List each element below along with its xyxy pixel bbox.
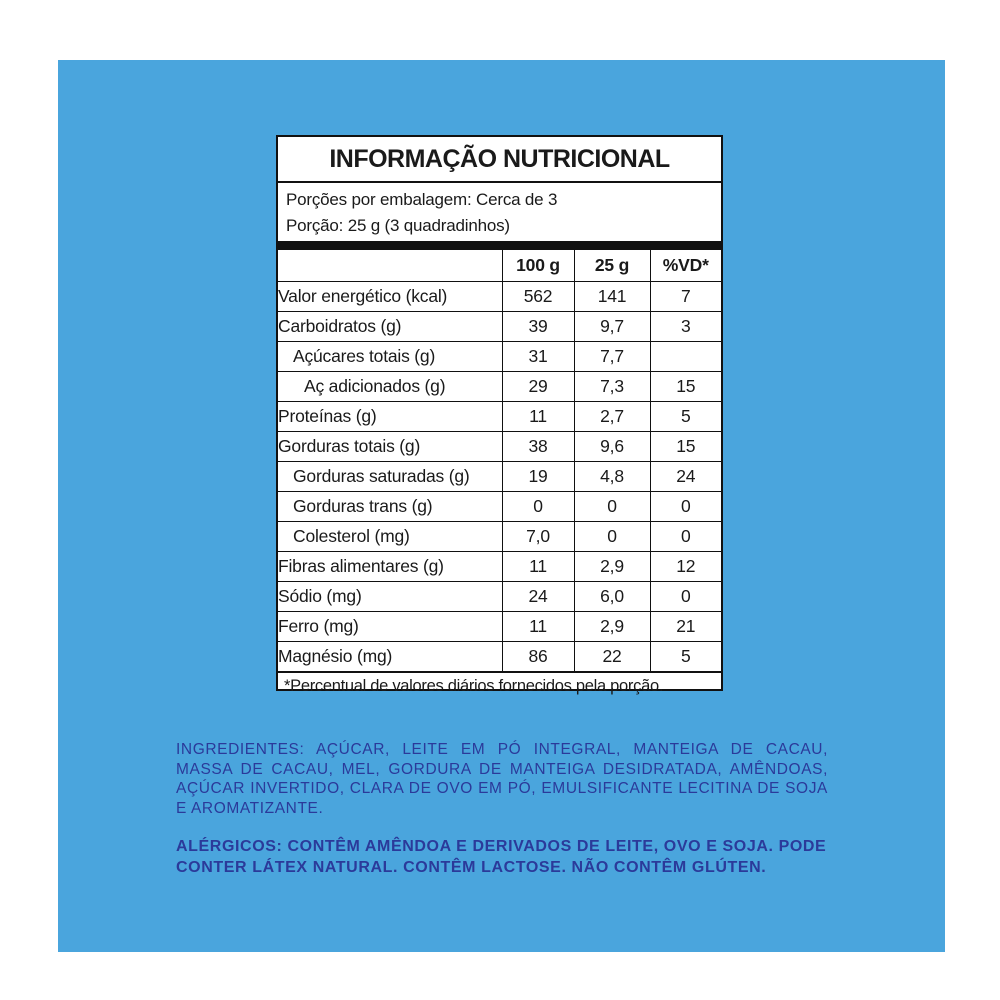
value-daily: 3 bbox=[650, 312, 721, 342]
nutrient-name: Proteínas (g) bbox=[278, 402, 502, 432]
value-per-serving: 22 bbox=[574, 642, 650, 672]
value-per-100g: 19 bbox=[502, 462, 574, 492]
value-daily: 0 bbox=[650, 522, 721, 552]
table-row bbox=[278, 282, 721, 312]
table-row bbox=[278, 462, 721, 492]
serving-size: Porção: 25 g (3 quadradinhos) bbox=[286, 216, 510, 235]
header-nutrient bbox=[278, 250, 502, 282]
value-daily: 21 bbox=[650, 612, 721, 642]
value-per-serving: 2,9 bbox=[574, 552, 650, 582]
value-per-serving: 0 bbox=[574, 492, 650, 522]
table-row bbox=[278, 372, 721, 402]
value-per-100g: 0 bbox=[502, 492, 574, 522]
nutrition-table bbox=[278, 250, 721, 671]
header-per-100g: 100 g bbox=[502, 250, 574, 282]
value-per-100g: 562 bbox=[502, 282, 574, 312]
nutrient-name: Ferro (mg) bbox=[278, 612, 502, 642]
table-row bbox=[278, 342, 721, 372]
nutrition-facts-label bbox=[276, 135, 723, 695]
header-per-serving: 25 g bbox=[574, 250, 650, 282]
nutrient-name: Gorduras totais (g) bbox=[278, 432, 502, 462]
value-per-100g: 24 bbox=[502, 582, 574, 612]
value-per-100g: 11 bbox=[502, 612, 574, 642]
table-row bbox=[278, 612, 721, 642]
daily-value-footnote: *Percentual de valores diários fornecidos pela porção. bbox=[278, 671, 721, 696]
value-per-100g: 11 bbox=[502, 402, 574, 432]
value-per-serving: 7,3 bbox=[574, 372, 650, 402]
value-per-serving: 0 bbox=[574, 522, 650, 552]
servings-per-package: Porções por embalagem: Cerca de 3 bbox=[286, 190, 558, 209]
nutrient-name: Colesterol (mg) bbox=[278, 522, 502, 552]
nutrient-name: Sódio (mg) bbox=[278, 582, 502, 612]
value-per-100g: 29 bbox=[502, 372, 574, 402]
nutrient-name: Açúcares totais (g) bbox=[278, 342, 502, 372]
nutrient-name: Gorduras trans (g) bbox=[278, 492, 502, 522]
value-daily: 15 bbox=[650, 372, 721, 402]
value-per-serving: 2,7 bbox=[574, 402, 650, 432]
table-row bbox=[278, 312, 721, 342]
value-per-serving: 7,7 bbox=[574, 342, 650, 372]
package-panel bbox=[58, 60, 945, 952]
value-daily: 5 bbox=[650, 402, 721, 432]
value-per-100g: 38 bbox=[502, 432, 574, 462]
nutrient-name: Aç adicionados (g) bbox=[278, 372, 502, 402]
value-per-serving: 9,6 bbox=[574, 432, 650, 462]
table-row bbox=[278, 642, 721, 672]
value-per-100g: 11 bbox=[502, 552, 574, 582]
table-row bbox=[278, 582, 721, 612]
value-per-serving: 2,9 bbox=[574, 612, 650, 642]
value-daily: 5 bbox=[650, 642, 721, 672]
value-daily: 7 bbox=[650, 282, 721, 312]
value-per-serving: 4,8 bbox=[574, 462, 650, 492]
serving-info bbox=[278, 183, 721, 241]
value-daily: 24 bbox=[650, 462, 721, 492]
value-per-serving: 6,0 bbox=[574, 582, 650, 612]
value-per-100g: 86 bbox=[502, 642, 574, 672]
value-daily: 12 bbox=[650, 552, 721, 582]
value-daily bbox=[650, 342, 721, 372]
table-row bbox=[278, 402, 721, 432]
table-row bbox=[278, 432, 721, 462]
thick-divider bbox=[278, 241, 721, 250]
value-per-serving: 141 bbox=[574, 282, 650, 312]
nutrient-name: Gorduras saturadas (g) bbox=[278, 462, 502, 492]
ingredients-text: INGREDIENTES: AÇÚCAR, LEITE EM PÓ INTEGRAL, MANTEIGA DE CACAU, MASSA DE CACAU, MEL, GORDURA DE MANTEIGA DESIDRATADA, AMÊNDOAS, AÇÚCAR INVERTIDO, CLARA DE OVO EM PÓ, EMULSIFICANTE LECITINA DE SOJA E AROMATIZANTE. bbox=[176, 741, 828, 817]
value-per-100g: 31 bbox=[502, 342, 574, 372]
label-title: INFORMAÇÃO NUTRICIONAL bbox=[278, 137, 721, 183]
table-row bbox=[278, 492, 721, 522]
value-daily: 0 bbox=[650, 582, 721, 612]
value-per-serving: 9,7 bbox=[574, 312, 650, 342]
table-row bbox=[278, 552, 721, 582]
value-daily: 0 bbox=[650, 492, 721, 522]
nutrient-name: Carboidratos (g) bbox=[278, 312, 502, 342]
nutrient-name: Fibras alimentares (g) bbox=[278, 552, 502, 582]
value-daily: 15 bbox=[650, 432, 721, 462]
value-per-100g: 7,0 bbox=[502, 522, 574, 552]
value-per-100g: 39 bbox=[502, 312, 574, 342]
header-daily-value: %VD* bbox=[650, 250, 721, 282]
allergens-text: ALÉRGICOS: CONTÊM AMÊNDOA E DERIVADOS DE LEITE, OVO E SOJA. PODE CONTER LÁTEX NATURAL. CONTÊM LACTOSE. NÃO CONTÊM GLÚTEN. bbox=[176, 838, 827, 876]
table-header-row bbox=[278, 250, 721, 282]
nutrient-name: Magnésio (mg) bbox=[278, 646, 393, 666]
table-row bbox=[278, 522, 721, 552]
nutrient-name: Valor energético (kcal) bbox=[278, 282, 502, 312]
